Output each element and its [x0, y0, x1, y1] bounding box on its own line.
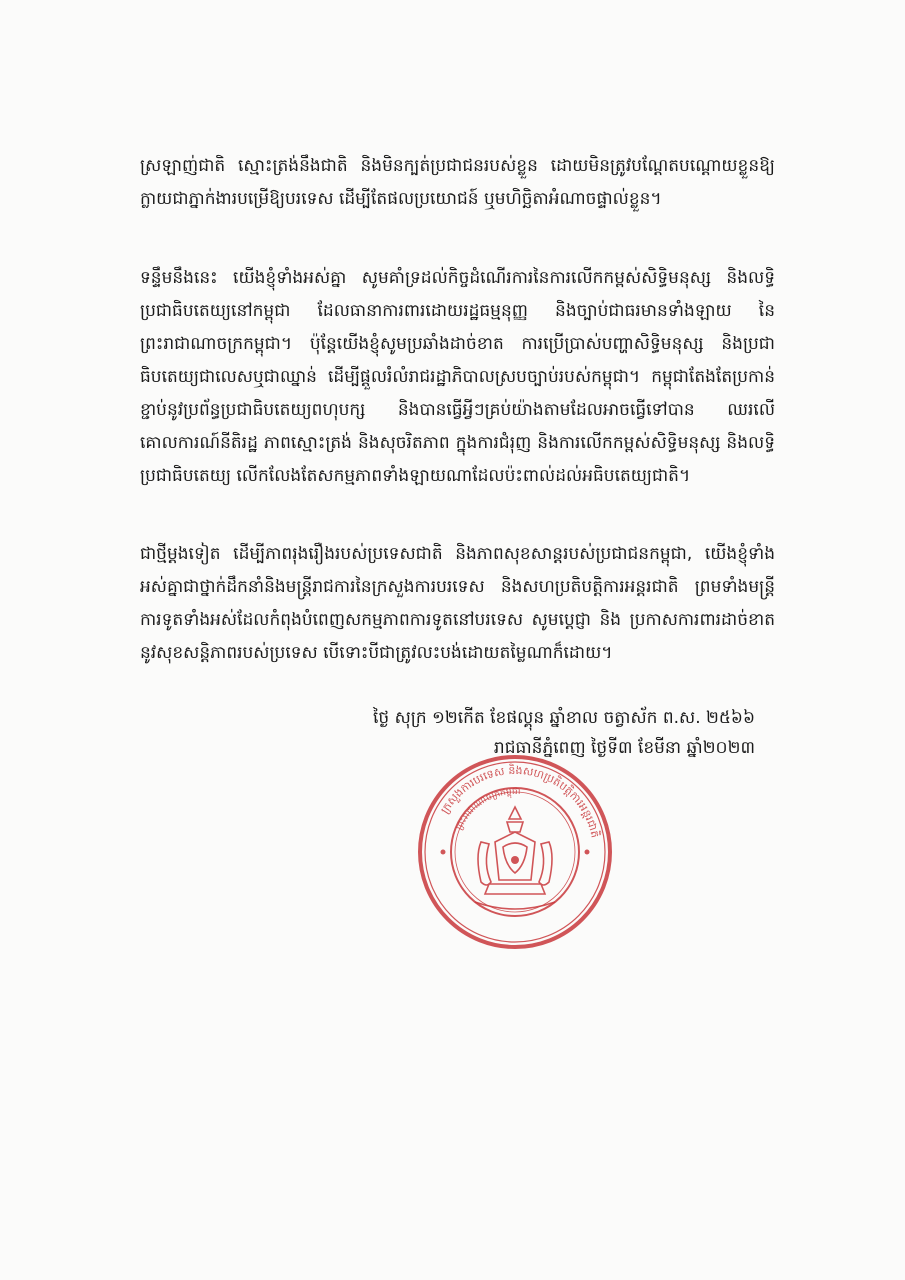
seal-inner-text: ព្រះរាជាណាចក្រកម្ពុជា [454, 786, 521, 832]
date-solar: រាជធានីភ្នំពេញ ថ្ងៃទី៣ ខែមីនា ឆ្នាំ២០២៣ [493, 738, 755, 758]
paragraph-2: ទន្ទឹមនឹងនេះ យើងខ្ញុំទាំងអស់គ្នា សូមគាំទ្រដល់កិច្ចដំណើរការនៃការលើកកម្ពស់សិទ្ធិមនុស្ស និងលទ្ធិប្រជាធិបតេយ្យនៅកម្ពុជា ដែលធានាការពារដោយរដ្ឋធម្មនុញ្ញ និងច្បាប់ជាធរមានទាំងឡាយ នៃព្រះរាជាណាចក្រកម្ពុជា។ ប៉ុន្តែយើងខ្ញុំសូមប្រឆាំងដាច់ខាត ការប្រើប្រាស់បញ្ហាសិទ្ធិមនុស្ស និងប្រជាធិបតេយ្យជាលេសឬជាឈ្នាន់ ដើម្បីផ្ដួលរំលំរាជរដ្ឋាភិបាលស្របច្បាប់របស់កម្ពុជា។ កម្ពុជាតែងតែប្រកាន់ខ្ជាប់នូវប្រព័ន្ធប្រជាធិបតេយ្យពហុបក្ស និងបានធ្វើអ្វីៗគ្រប់យ៉ាងតាមដែលអាចធ្វើទៅបាន ឈរលើគោលការណ៍នីតិរដ្ឋ ភាពស្មោះត្រង់ និងសុចរិតភាព ក្នុងការជំរុញ និងការលើកកម្ពស់សិទ្ធិមនុស្ស និងលទ្ធិប្រជាធិបតេយ្យ លើកលែងតែសកម្មភាពទាំងឡាយណាដែលប៉ះពាល់ដល់អធិបតេយ្យជាតិ។ [140, 268, 775, 486]
seal-outer-text: ក្រសួងការបរទេស និងសហប្រតិបត្តិការអន្តរជាតិ [438, 763, 602, 839]
paragraph-1: ស្រឡាញ់ជាតិ ស្មោះត្រង់នឹងជាតិ និងមិនក្បត់ប្រជាជនរបស់ខ្លួន ដោយមិនត្រូវបណ្ដែតបណ្ដោយខ្លួនឱ្យក្លាយជាភ្នាក់ងារបម្រើឱ្យបរទេស ដើម្បីតែផលប្រយោជន៍ ឬមហិច្ឆិតាអំណាចផ្ទាល់ខ្លួន។ [140, 156, 775, 209]
date-lunar: ថ្ងៃ សុក្រ ១២កើត ខែផល្គុន ឆ្នាំខាល ចត្វាស័ក ព.ស. ២៥៦៦ [373, 708, 755, 728]
paragraph-3: ជាថ្មីម្ដងទៀត ដើម្បីភាពរុងរឿងរបស់ប្រទេសជាតិ និងភាពសុខសាន្តរបស់ប្រជាជនកម្ពុជា, យើងខ្ញុំទាំងអស់គ្នាជាថ្នាក់ដឹកនាំនិងមន្ត្រីរាជការនៃក្រសួងការបរទេស និងសហប្រតិបត្តិការអន្តរជាតិ ព្រមទាំងមន្ត្រីការទូតទាំងអស់ដែលកំពុងបំពេញសកម្មភាពការទូតនៅបរទេស សូមប្ដេជ្ញា និង ប្រកាសការពារដាច់ខាតនូវសុខសន្តិភាពរបស់ប្រទេស បើទោះបីជាត្រូវលះបង់ដោយតម្លៃណាក៏ដោយ។ [140, 544, 775, 663]
official-seal-icon [415, 752, 615, 952]
